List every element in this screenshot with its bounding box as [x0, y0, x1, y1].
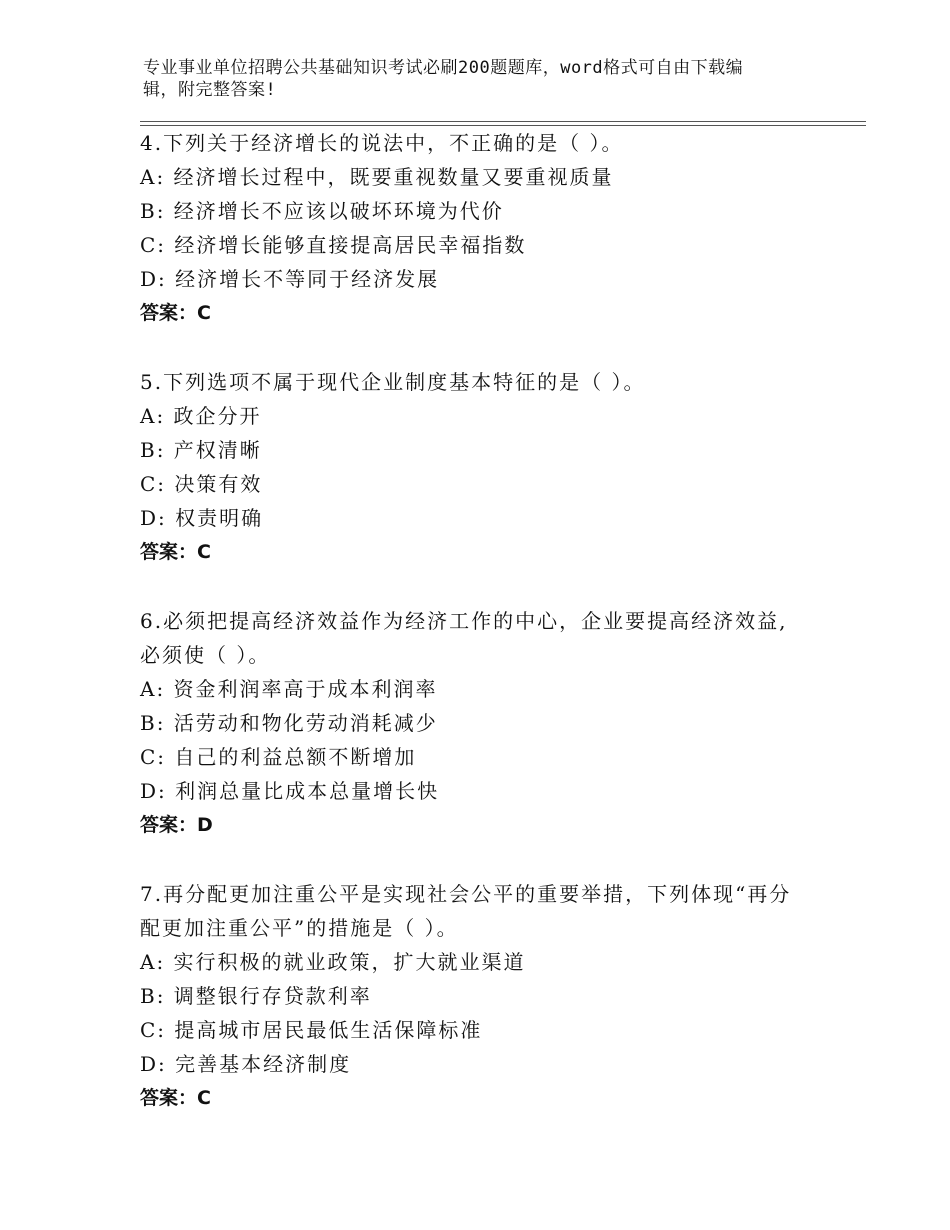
option-a: A: 经济增长过程中，既要重视数量又要重视质量 [140, 165, 614, 189]
option-b: B: 调整银行存贷款利率 [140, 984, 372, 1008]
header-line-1: 专业事业单位招聘公共基础知识考试必刷200题题库，word格式可自由下载编 [143, 58, 744, 78]
option-c: C: 决策有效 [140, 472, 263, 496]
answer: 答案：C [140, 541, 211, 563]
option-a: A: 资金利润率高于成本利润率 [140, 677, 438, 701]
option-a: A: 政企分开 [140, 404, 262, 428]
option-c: C: 提高城市居民最低生活保障标准 [140, 1018, 483, 1042]
question-stem-line-1: 7.再分配更加注重公平是实现社会公平的重要举措，下列体现“再分 [140, 882, 792, 906]
question-5 [140, 365, 840, 569]
document-header [143, 57, 803, 101]
option-c: C: 自己的利益总额不断增加 [140, 745, 417, 769]
answer: 答案：D [140, 814, 213, 836]
option-d: D: 经济增长不等同于经济发展 [140, 267, 440, 291]
option-c: C: 经济增长能够直接提高居民幸福指数 [140, 233, 527, 257]
option-b: B: 活劳动和物化劳动消耗减少 [140, 711, 438, 735]
question-4 [140, 126, 840, 330]
question-6 [140, 604, 840, 842]
question-stem-line-2: 配更加注重公平”的措施是（ ）。 [140, 916, 459, 940]
question-stem: 4.下列关于经济增长的说法中，不正确的是（ ）。 [140, 131, 624, 155]
option-d: D: 利润总量比成本总量增长快 [140, 779, 440, 803]
question-stem: 5.下列选项不属于现代企业制度基本特征的是（ ）。 [140, 370, 646, 394]
question-stem-line-2: 必须使（ ）。 [140, 643, 271, 667]
header-line-2: 辑，附完整答案! [143, 80, 277, 100]
option-d: D: 完善基本经济制度 [140, 1052, 352, 1076]
option-b: B: 产权清晰 [140, 438, 262, 462]
question-stem-line-1: 6.必须把提高经济效益作为经济工作的中心，企业要提高经济效益, [140, 609, 788, 633]
header-divider-top [140, 121, 866, 122]
option-b: B: 经济增长不应该以破坏环境为代价 [140, 199, 504, 223]
answer: 答案：C [140, 1087, 211, 1109]
option-a: A: 实行积极的就业政策，扩大就业渠道 [140, 950, 526, 974]
answer: 答案：C [140, 302, 211, 324]
question-7 [140, 877, 840, 1115]
option-d: D: 权责明确 [140, 506, 264, 530]
